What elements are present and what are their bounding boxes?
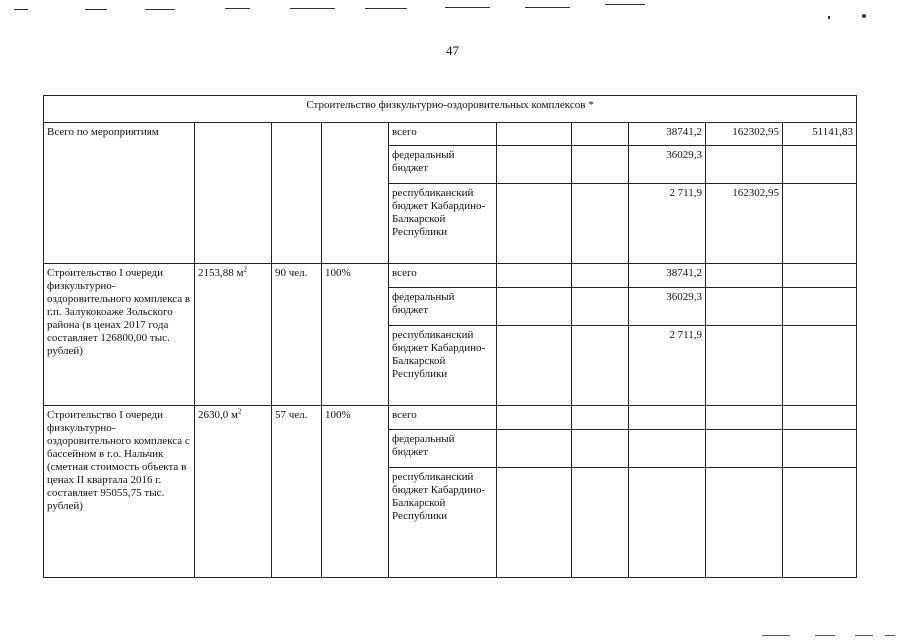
value-cell: 162302,95 [706,184,783,264]
value-cell: 2 711,9 [629,184,706,264]
total-capacity-cell [272,123,322,264]
total-label: Всего по мероприятиям [44,123,195,264]
area-value: 2153,88 м [198,267,244,279]
table-row [44,406,857,430]
scan-artifact-bottom [0,630,905,640]
section-title-row [44,96,857,123]
funding-source: всего [389,264,497,288]
value-cell: 162302,95 [706,123,783,146]
funding-source: федеральный бюджет [389,146,497,184]
scan-artifact-top [0,0,905,30]
value-cell: 38741,2 [629,123,706,146]
table-row [44,264,857,288]
project1-percent: 100% [322,264,389,406]
value-cell: 38741,2 [629,264,706,288]
table-row [44,123,857,146]
section-title: Строительство физкультурно-оздоровительных комплексов * [44,96,857,123]
area-unit-sup: 2 [237,407,242,416]
total-area-cell [195,123,272,264]
area-value: 2630,0 м [198,409,238,421]
value-cell: 2 711,9 [629,326,706,406]
funding-source: республиканский бюджет Кабардино-Балкарской Республики [389,468,497,578]
total-percent-cell [322,123,389,264]
funding-table [43,95,857,578]
area-unit-sup: 2 [243,265,247,274]
project1-capacity: 90 чел. [272,264,322,406]
value-cell: 36029,3 [629,146,706,184]
project2-capacity: 57 чел. [272,406,322,578]
project2-percent: 100% [322,406,389,578]
funding-source: федеральный бюджет [389,430,497,468]
project2-area [195,406,272,578]
funding-source: всего [389,406,497,430]
project2-label: Строительство I очереди физкультурно-оздоровительного комплекса с бассейном в г.о. Нальчик (сметная стоимость объекта в ценах II квартала 2016 г. составляет 95055,75 тыс. рублей) [44,406,195,578]
page-number: 47 [446,43,459,58]
value-cell: 51141,83 [783,123,857,146]
funding-source: всего [389,123,497,146]
value-cell: 36029,3 [629,288,706,326]
project1-label: Строительство I очереди физкультурно-оздоровительного комплекса в г.п. Залукокоаже Зольского района (в ценах 2017 года составляет 126800,00 тыс. рублей) [44,264,195,406]
funding-source: республиканский бюджет Кабардино-Балкарской Республики [389,326,497,406]
project1-area [195,264,272,406]
funding-source: федеральный бюджет [389,288,497,326]
funding-source: республиканский бюджет Кабардино-Балкарской Республики [389,184,497,264]
